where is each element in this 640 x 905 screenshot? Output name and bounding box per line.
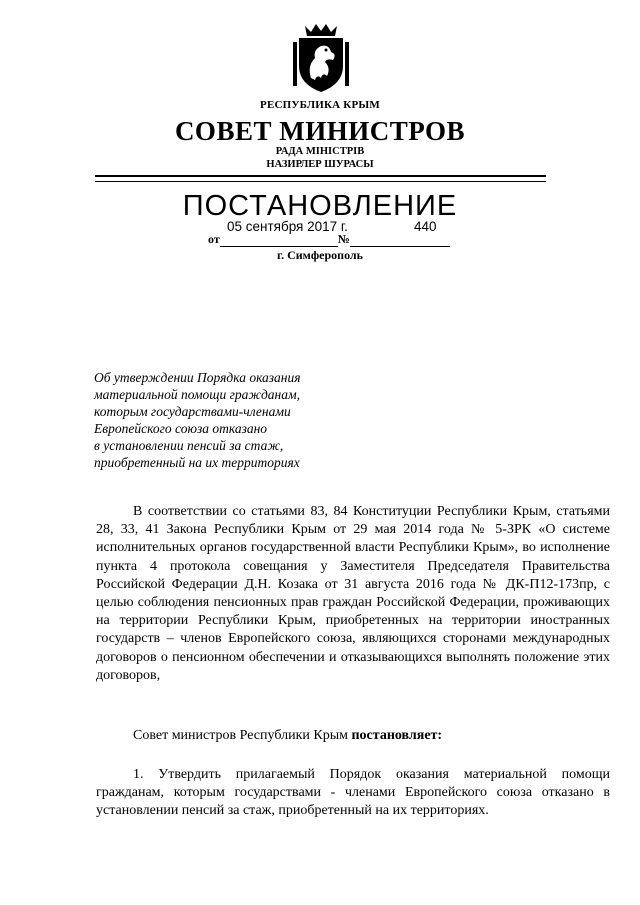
decree-intro	[96, 727, 610, 745]
preamble-paragraph: В соответствии со статьями 83, 84 Конституции Республики Крым, статьями 28, 33, 41 Закона Республики Крым от 29 мая 2014 года № 5-ЗРК «О системе исполнительных органов государственной власти Республики Крым», во исполнение пункта 4 протокола совещания у Заместителя Председателя Правительства Российской Федерации Д.Н. Козака от 31 августа 2016 года № ДК-П12-173пр, с целью соблюдения пенсионных прав граждан Российской Федерации, проживающих на территории Республики Крым, приобретенных на территории иностранных государств – членов Европейского союза, являющихся сторонами международных договоров о пенсионном обеспечении и отказывающихся выполнять положение этих договоров,	[96, 504, 610, 683]
from-label: от	[208, 232, 220, 246]
resolution-date: 05 сентября 2017 г.	[227, 219, 348, 234]
resolution-number: 440	[414, 219, 437, 234]
republic-name: РЕСПУБЛИКА КРЫМ	[260, 99, 380, 111]
coat-of-arms-icon	[293, 22, 349, 94]
decree-item-1: 1. Утвердить прилагаемый Порядок оказания материальной помощи гражданам, которым государствами - членами Европейского союза отказано в установлении пенсий за стаж, приобретенный на их территориях.	[96, 767, 610, 819]
city-name: г. Симферополь	[277, 248, 363, 262]
council-title: СОВЕТ МИНИСТРОВ	[174, 116, 466, 146]
date-number-line	[208, 232, 450, 246]
number-label: №	[337, 232, 350, 246]
council-title-ukrainian: РАДА МІНІСТРІВ	[275, 146, 365, 157]
date-underline	[220, 235, 338, 247]
council-title-crimean-tatar: НАЗИРЛЕР ШУРАСЫ	[266, 159, 374, 170]
number-underline	[350, 235, 450, 247]
subject-line: в установлении пенсий за стаж,	[94, 438, 284, 453]
resolution-subject	[94, 369, 354, 471]
decree-subject: Совет министров Республики Крым	[133, 728, 348, 743]
subject-line: Европейского союза отказано	[94, 421, 268, 436]
subject-line: приобретенный на их территориях	[94, 455, 300, 470]
header-divider-thick	[95, 175, 546, 177]
decree-verb: постановляет:	[351, 728, 443, 743]
subject-line: которым государствами-членами	[94, 404, 291, 419]
document-type-title: ПОСТАНОВЛЕНИЕ	[182, 190, 458, 222]
subject-line: Об утверждении Порядка оказания	[94, 370, 301, 385]
header-divider-thin	[95, 181, 546, 182]
subject-line: материальной помощи гражданам,	[94, 387, 300, 402]
